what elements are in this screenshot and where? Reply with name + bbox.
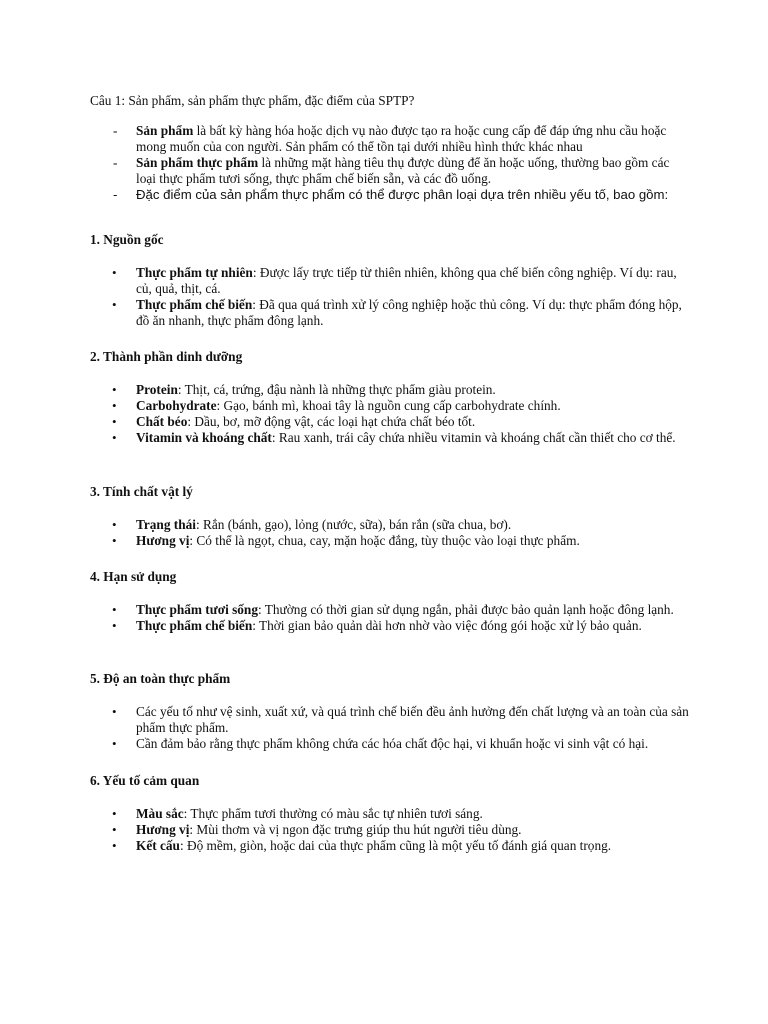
item-term: Protein [136, 382, 178, 397]
item-text: : Dầu, bơ, mỡ động vật, các loại hạt chứa chất béo tốt. [187, 414, 476, 429]
list-item [90, 618, 690, 634]
definition-term: Sản phẩm [136, 123, 194, 138]
section-heading: 4. Hạn sử dụng [90, 569, 177, 584]
definition-text: là bất kỳ hàng hóa hoặc dịch vụ nào được tạo ra hoặc cung cấp để đáp ứng nhu cầu hoặc mong muốn của con người. Sản phẩm có thể tồn tại dưới nhiều hình thức khác nhau [136, 123, 667, 154]
definition-item [90, 155, 690, 187]
bullet-marker: • [112, 430, 117, 445]
item-term: Thực phẩm tự nhiên [136, 265, 253, 280]
bullet-marker: • [112, 806, 117, 821]
definition-text: là những mặt hàng tiêu thụ được dùng để ăn hoặc uống, thường bao gồm các loại thực phẩm tươi sống, thực phẩm chế biến sẵn, và các đồ uống. [136, 155, 670, 186]
section-shelf-life [90, 569, 690, 634]
dash-marker: - [113, 187, 118, 202]
item-text: : Rau xanh, trái cây chứa nhiều vitamin và khoáng chất cần thiết cho cơ thể. [271, 430, 676, 445]
item-text: Cần đảm bảo rằng thực phẩm không chứa các hóa chất độc hại, vi khuẩn hoặc vi sinh vật có hại. [136, 736, 649, 751]
item-text: : Mùi thơm và vị ngon đặc trưng giúp thu hút người tiêu dùng. [189, 822, 522, 837]
item-term: Carbohydrate [136, 398, 217, 413]
section-heading: 5. Độ an toàn thực phẩm [90, 671, 231, 686]
list-item [90, 533, 690, 549]
dash-marker: - [113, 123, 118, 138]
list-item [90, 822, 690, 838]
bullet-marker: • [112, 736, 117, 751]
item-term: Kết cấu [136, 838, 180, 853]
item-term: Thực phẩm tươi sống [136, 602, 258, 617]
list-item [90, 398, 690, 414]
bullet-marker: • [112, 517, 117, 532]
section-nutrition [90, 349, 690, 446]
item-term: Trạng thái [136, 517, 196, 532]
definition-item [90, 187, 690, 203]
bullet-marker: • [112, 398, 117, 413]
item-term: Vitamin và khoáng chất [136, 430, 272, 445]
bullet-list [90, 602, 690, 634]
item-text: : Thịt, cá, trứng, đậu nành là những thực phẩm giàu protein. [177, 382, 496, 397]
item-term: Thực phẩm chế biến [136, 618, 253, 633]
bullet-marker: • [112, 265, 117, 280]
bullet-list [90, 382, 690, 446]
dash-marker: - [113, 155, 118, 170]
section-safety [90, 671, 690, 752]
section-heading: 6. Yếu tố cảm quan [90, 773, 200, 788]
bullet-list [90, 806, 690, 854]
item-text: : Đã qua quá trình xử lý công nghiệp hoặc thủ công. Ví dụ: thực phẩm đóng hộp, đồ ăn nhanh, thực phẩm đông lạnh. [136, 297, 682, 328]
item-term: Màu sắc [136, 806, 184, 821]
bullet-marker: • [112, 602, 117, 617]
item-text: : Độ mềm, giòn, hoặc dai của thực phẩm cũng là một yếu tố đánh giá quan trọng. [179, 838, 612, 853]
bullet-marker: • [112, 704, 117, 719]
section-heading: 1. Nguồn gốc [90, 232, 164, 247]
item-text: : Thường có thời gian sử dụng ngắn, phải được bảo quản lạnh hoặc đông lạnh. [257, 602, 674, 617]
bullet-marker: • [112, 533, 117, 548]
list-item [90, 517, 690, 533]
list-item [90, 414, 690, 430]
bullet-list [90, 704, 690, 752]
bullet-list [90, 265, 690, 329]
list-item [90, 806, 690, 822]
bullet-marker: • [112, 822, 117, 837]
section-sensory [90, 773, 690, 854]
item-text: : Gạo, bánh mì, khoai tây là nguồn cung cấp carbohydrate chính. [216, 398, 561, 413]
item-text: : Được lấy trực tiếp từ thiên nhiên, không qua chế biến công nghiệp. Ví dụ: rau, củ, quả, thịt, cá. [136, 265, 677, 296]
item-text: Các yếu tố như vệ sinh, xuất xứ, và quá trình chế biến đều ảnh hưởng đến chất lượng và an toàn của sản phẩm thực phẩm. [136, 704, 689, 735]
item-text: : Có thể là ngọt, chua, cay, mặn hoặc đắng, tùy thuộc vào loại thực phẩm. [189, 533, 580, 548]
bullet-marker: • [112, 838, 117, 853]
list-item [90, 297, 690, 329]
list-item [90, 736, 690, 752]
definition-text: Đặc điểm của sản phẩm thực phẩm có thể được phân loại dựa trên nhiều yếu tố, bao gồm: [136, 187, 669, 202]
item-text: : Thời gian bảo quản dài hơn nhờ vào việc đóng gói hoặc xử lý bảo quản. [252, 618, 642, 633]
item-term: Chất béo [136, 414, 188, 429]
bullet-marker: • [112, 382, 117, 397]
list-item [90, 265, 690, 297]
list-item [90, 430, 690, 446]
definition-item [90, 123, 690, 155]
item-term: Hương vị [136, 533, 190, 548]
definition-term: Sản phẩm thực phẩm [136, 155, 259, 170]
section-physical [90, 484, 690, 549]
list-item [90, 602, 690, 618]
definition-list [90, 123, 690, 203]
bullet-list [90, 517, 690, 549]
question-title: Câu 1: Sản phẩm, sản phẩm thực phẩm, đặc điểm của SPTP? [90, 93, 415, 108]
list-item [90, 838, 690, 854]
section-heading: 2. Thành phần dinh dưỡng [90, 349, 243, 364]
bullet-marker: • [112, 414, 117, 429]
bullet-marker: • [112, 297, 117, 312]
list-item [90, 704, 690, 736]
item-term: Thực phẩm chế biến [136, 297, 253, 312]
section-heading: 3. Tính chất vật lý [90, 484, 193, 499]
list-item [90, 382, 690, 398]
item-term: Hương vị [136, 822, 190, 837]
item-text: : Thực phẩm tươi thường có màu sắc tự nhiên tươi sáng. [183, 806, 483, 821]
item-text: : Rắn (bánh, gạo), lỏng (nước, sữa), bán rắn (sữa chua, bơ). [195, 517, 512, 532]
bullet-marker: • [112, 618, 117, 633]
section-origin [90, 232, 690, 329]
